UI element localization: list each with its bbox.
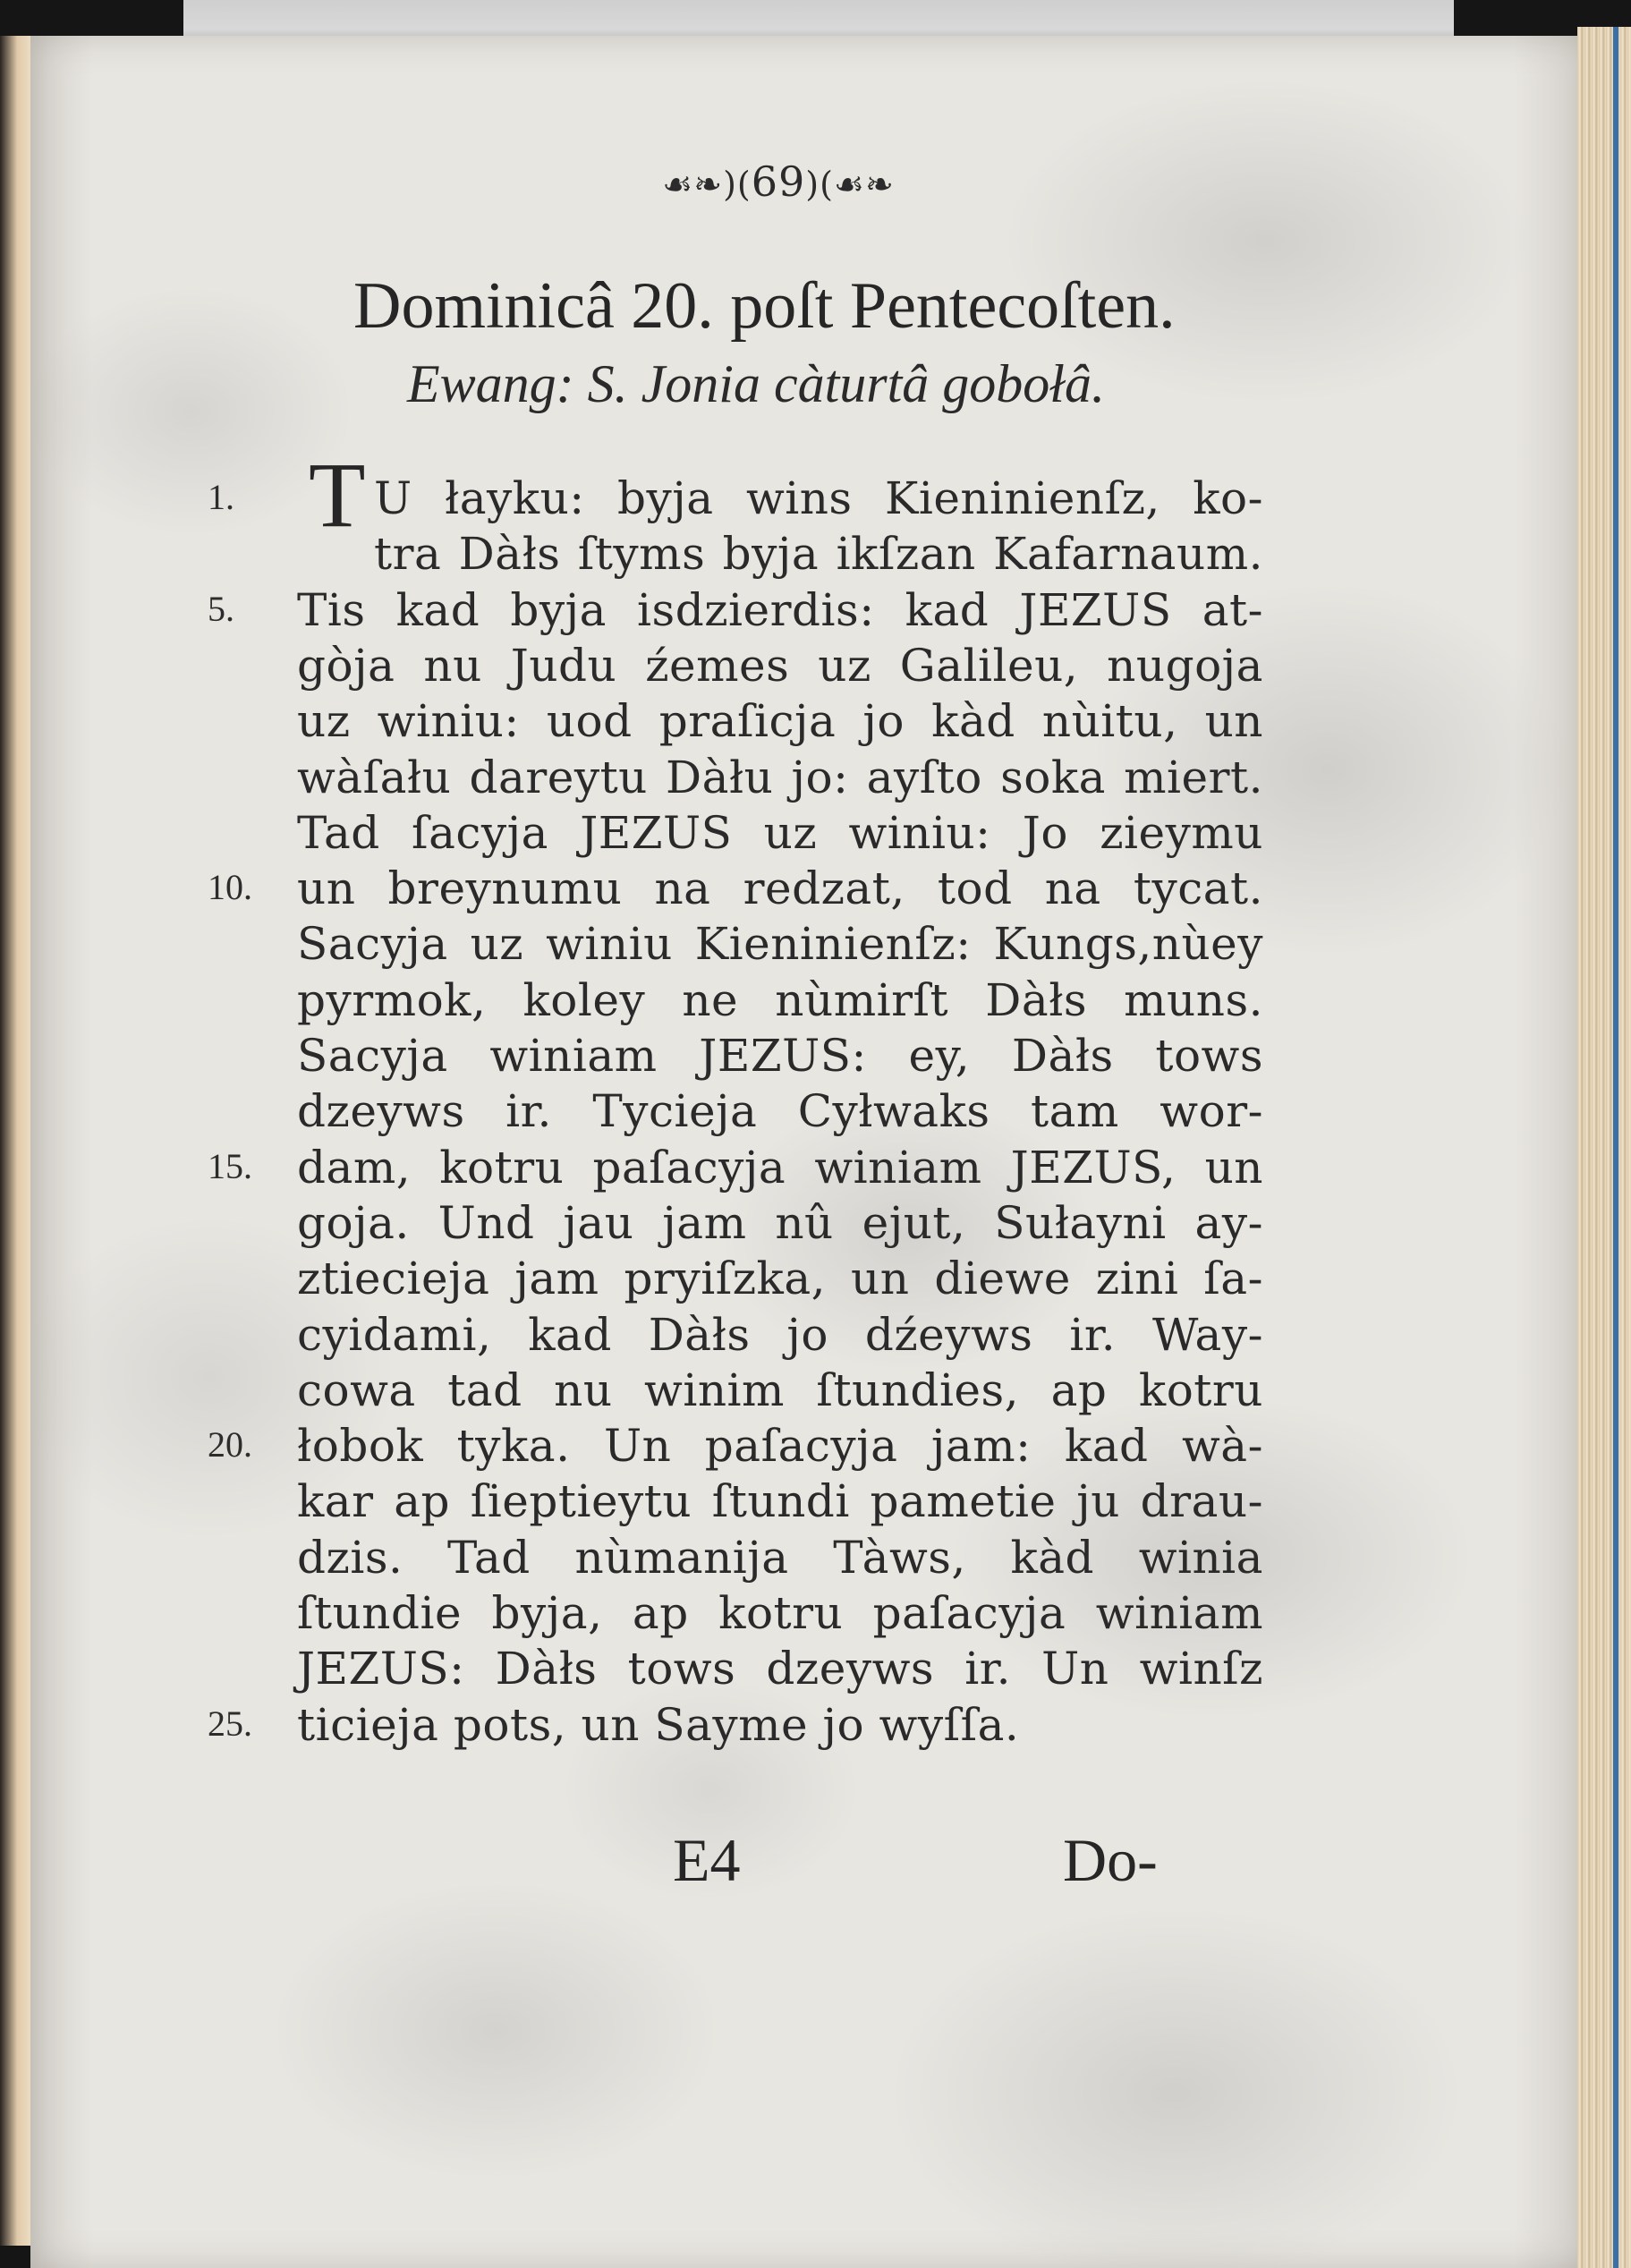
signature-mark: E4 [673, 1826, 741, 1894]
line-number: 10. [208, 867, 252, 908]
text-line: un breynumu na redzat, tod na tycat. [297, 862, 1263, 915]
text-line: Tis kad byja isdzierdis: kad JEZUS at- [297, 583, 1263, 636]
text-line: łobok tyka. Un paſacyja jam: kad wà- [297, 1420, 1263, 1473]
line-number: 1. [208, 477, 234, 517]
text-line: dzeyws ir. Tycieja Cyłwaks tam wor- [297, 1085, 1263, 1138]
text-line: gòja nu Judu źemes uz Galileu, nugoja [297, 639, 1263, 692]
text-line: dam, kotru paſacyja winiam JEZUS, un [297, 1141, 1263, 1193]
text-line: goja. Und jau jam nû ejut, Sułayni ay- [297, 1196, 1263, 1249]
header-ornament-right: )(☙❧ [805, 165, 895, 204]
text-line: cyidami, kad Dàłs jo dźeyws ir. Way- [297, 1308, 1263, 1361]
line-number: 25. [208, 1703, 252, 1744]
text-line: JEZUS: Dàłs tows dzeyws ir. Un winſz [297, 1643, 1263, 1695]
text-line: uz winiu: uod praſicja jo kàd nùitu, un [297, 695, 1263, 748]
text-line: pyrmok, koley ne nùmirſt Dàłs muns. [297, 973, 1263, 1026]
text-line: kar ap ſieptieytu ſtundi pametie ju drau- [297, 1475, 1263, 1528]
text-line: Tad ſacyja JEZUS uz winiu: Jo zieymu [297, 806, 1263, 859]
drop-cap: T [309, 444, 366, 547]
page-number: 69 [751, 157, 806, 206]
section-subtitle: Ewang: S. Jonia càturtâ gobołâ. [407, 354, 1105, 413]
text-line: ſtundie byja, ap kotru paſacyja winiam [297, 1587, 1263, 1639]
text-line: U łayku: byja wins Kieninienſz, ko- [374, 472, 1263, 524]
text-line: wàſału dareytu Dàłu jo: ayſto soka miert. [297, 751, 1263, 803]
text-line: tra Dàłs ſtyms byja ikſzan Kafarnaum. [374, 528, 1263, 581]
line-number: 20. [208, 1424, 252, 1465]
bookmark-ribbon [1613, 27, 1618, 2268]
running-header [626, 157, 930, 206]
header-ornament-left: ☙❧)( [662, 165, 752, 204]
page-block-edges [1577, 27, 1631, 2268]
text-line: dzis. Tad nùmanija Tàws, kàd winia [297, 1531, 1263, 1584]
text-line: ticieja pots, un Sayme jo wyſſa. [297, 1698, 1020, 1751]
line-number: 15. [208, 1145, 252, 1186]
text-line: cowa tad nu winim ſtundies, ap kotru [297, 1363, 1263, 1416]
text-line: ztiecieja jam pryiſzka, un diewe zini ſa- [297, 1253, 1263, 1305]
line-number: 5. [208, 588, 234, 629]
text-line: Sacyja winiam JEZUS: ey, Dàłs tows [297, 1030, 1263, 1082]
catchword: Do- [1063, 1826, 1158, 1894]
section-title: Dominicâ 20. poſt Pentecoſten. [353, 269, 1176, 343]
text-line: Sacyja uz winiu Kieninienſz: Kungs,nùey [297, 918, 1263, 971]
